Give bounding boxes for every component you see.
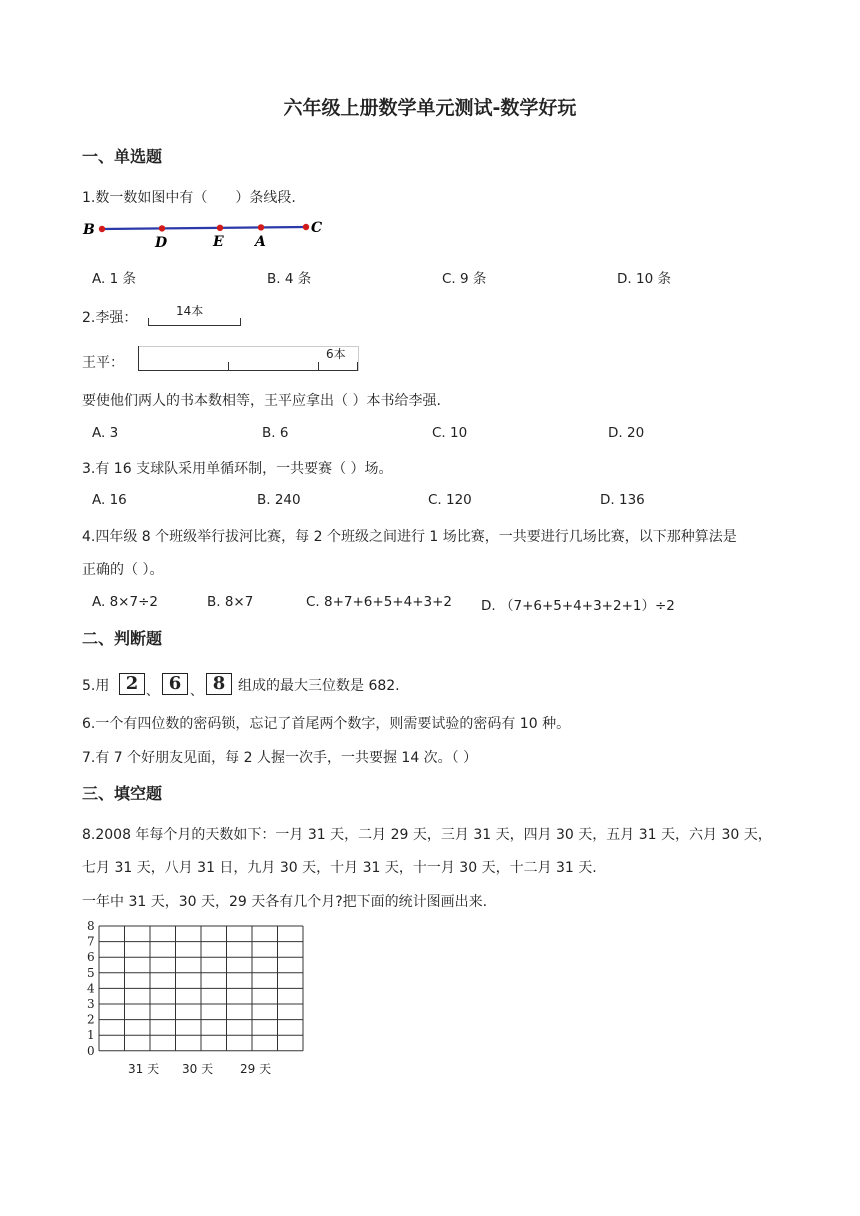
question-5-prefix: 5.用 [82, 678, 110, 694]
q2-option-d[interactable]: D. 20 [608, 425, 645, 441]
point-label-d: D [155, 235, 168, 251]
y-axis-ticks [87, 919, 95, 1058]
question-5-suffix: 组成的最大三位数是 682. [238, 678, 400, 694]
blank-statistics-grid [82, 918, 307, 1080]
x-axis-label: 29 天 [240, 1061, 272, 1076]
q1-option-c[interactable]: C. 9 条 [442, 271, 487, 287]
li-bar [148, 318, 241, 326]
q1-option-b[interactable]: B. 4 条 [267, 271, 312, 287]
y-tick-label: 5 [87, 965, 95, 980]
question-7-text: 7.有 7 个好朋友见面，每 2 人握一次手，一共要握 14 次。（ ） [82, 750, 478, 766]
section-heading-judge: 二、判断题 [82, 629, 163, 648]
q2-option-c[interactable]: C. 10 [432, 425, 468, 441]
y-tick-label: 2 [87, 1012, 95, 1027]
y-tick-label: 4 [87, 981, 95, 996]
point-c [303, 224, 309, 230]
question-4-line-1: 4.四年级 8 个班级举行拔河比赛，每 2 个班级之间进行 1 场比赛，一共要进行几场比赛，以下那种算法是 [82, 529, 737, 545]
q2-option-b[interactable]: B. 6 [262, 425, 289, 441]
x-axis-label: 30 天 [182, 1061, 214, 1076]
li-amount-label: 14本 [176, 304, 204, 318]
question-3-text: 3.有 16 支球队采用单循环制，一共要赛（ ）场。 [82, 461, 393, 477]
q2-option-a[interactable]: A. 3 [92, 425, 119, 441]
q3-option-c[interactable]: C. 120 [428, 492, 472, 508]
question-2-li-label: 2.李强： [82, 310, 138, 326]
wang-bar-tick [138, 346, 139, 371]
digit-separator: 、 [146, 684, 160, 699]
q1-option-a[interactable]: A. 1 条 [92, 271, 136, 287]
x-axis-labels [128, 1062, 271, 1076]
point-b [99, 226, 105, 232]
point-label-a: A [255, 234, 266, 250]
question-8-line-2: 七月 31 天，八月 31 日，九月 30 天，十月 31 天，十一月 30 天，十二月 31 天. [82, 860, 597, 876]
q1-option-d[interactable]: D. 10 条 [617, 271, 671, 287]
question-2-text: 要使他们两人的书本数相等，王平应拿出（ ）本书给李强. [82, 393, 441, 409]
question-1-text: 1.数一数如图中有（ ）条线段. [82, 190, 296, 206]
section-heading-fill: 三、填空题 [82, 784, 163, 803]
question-6-text: 6.一个有四位数的密码锁，忘记了首尾两个数字，则需要试验的密码有 10 种。 [82, 716, 571, 732]
q3-option-b[interactable]: B. 240 [257, 492, 301, 508]
x-axis-label: 31 天 [128, 1061, 160, 1076]
y-tick-label: 6 [87, 950, 95, 965]
segment-line [102, 227, 306, 229]
point-a [258, 224, 264, 230]
q4-option-b[interactable]: B. 8×7 [207, 594, 254, 610]
y-tick-label: 3 [87, 997, 95, 1011]
q4-option-a[interactable]: A. 8×7÷2 [92, 594, 158, 610]
y-tick-label: 1 [87, 1028, 95, 1043]
q3-option-a[interactable]: A. 16 [92, 492, 127, 508]
question-2-wang-label: 王平： [82, 355, 124, 371]
digit-separator: 、 [190, 684, 204, 699]
digit-card-6: 6 [162, 673, 188, 695]
wang-bar-tick [318, 362, 319, 371]
y-tick-label: 7 [87, 934, 95, 949]
question-8-line-1: 8.2008 年每个月的天数如下：一月 31 天，二月 29 天，三月 31 天，四月 30 天，五月 31 天，六月 30 天， [82, 827, 772, 843]
wang-bar-tick [357, 362, 358, 371]
page-title: 六年级上册数学单元测试-数学好玩 [283, 97, 577, 119]
question-8-line-3: 一年中 31 天，30 天，29 天各有几个月?把下面的统计图画出来. [82, 894, 488, 910]
digit-card-8: 8 [206, 673, 232, 695]
y-tick-label: 8 [87, 919, 95, 933]
q4-option-c[interactable]: C. 8+7+6+5+4+3+2 [306, 594, 453, 610]
y-tick-label: 0 [87, 1043, 95, 1058]
wang-bar [138, 370, 358, 371]
q4-option-d[interactable]: D. （7+6+5+4+3+2+1）÷2 [481, 598, 675, 614]
point-d [159, 225, 165, 231]
digit-card-2: 2 [119, 673, 145, 695]
grid-lines [99, 926, 303, 1051]
wang-amount-label: 6本 [326, 347, 346, 361]
question-4-line-2: 正确的（ ）。 [82, 562, 164, 578]
q3-option-d[interactable]: D. 136 [600, 492, 645, 508]
point-e [217, 225, 223, 231]
section-heading-choice: 一、单选题 [82, 147, 163, 166]
point-label-b: B [83, 222, 95, 238]
point-label-e: E [213, 234, 224, 250]
segment-diagram [80, 216, 330, 252]
wang-bar-tick [228, 362, 229, 371]
point-label-c: C [311, 220, 323, 236]
